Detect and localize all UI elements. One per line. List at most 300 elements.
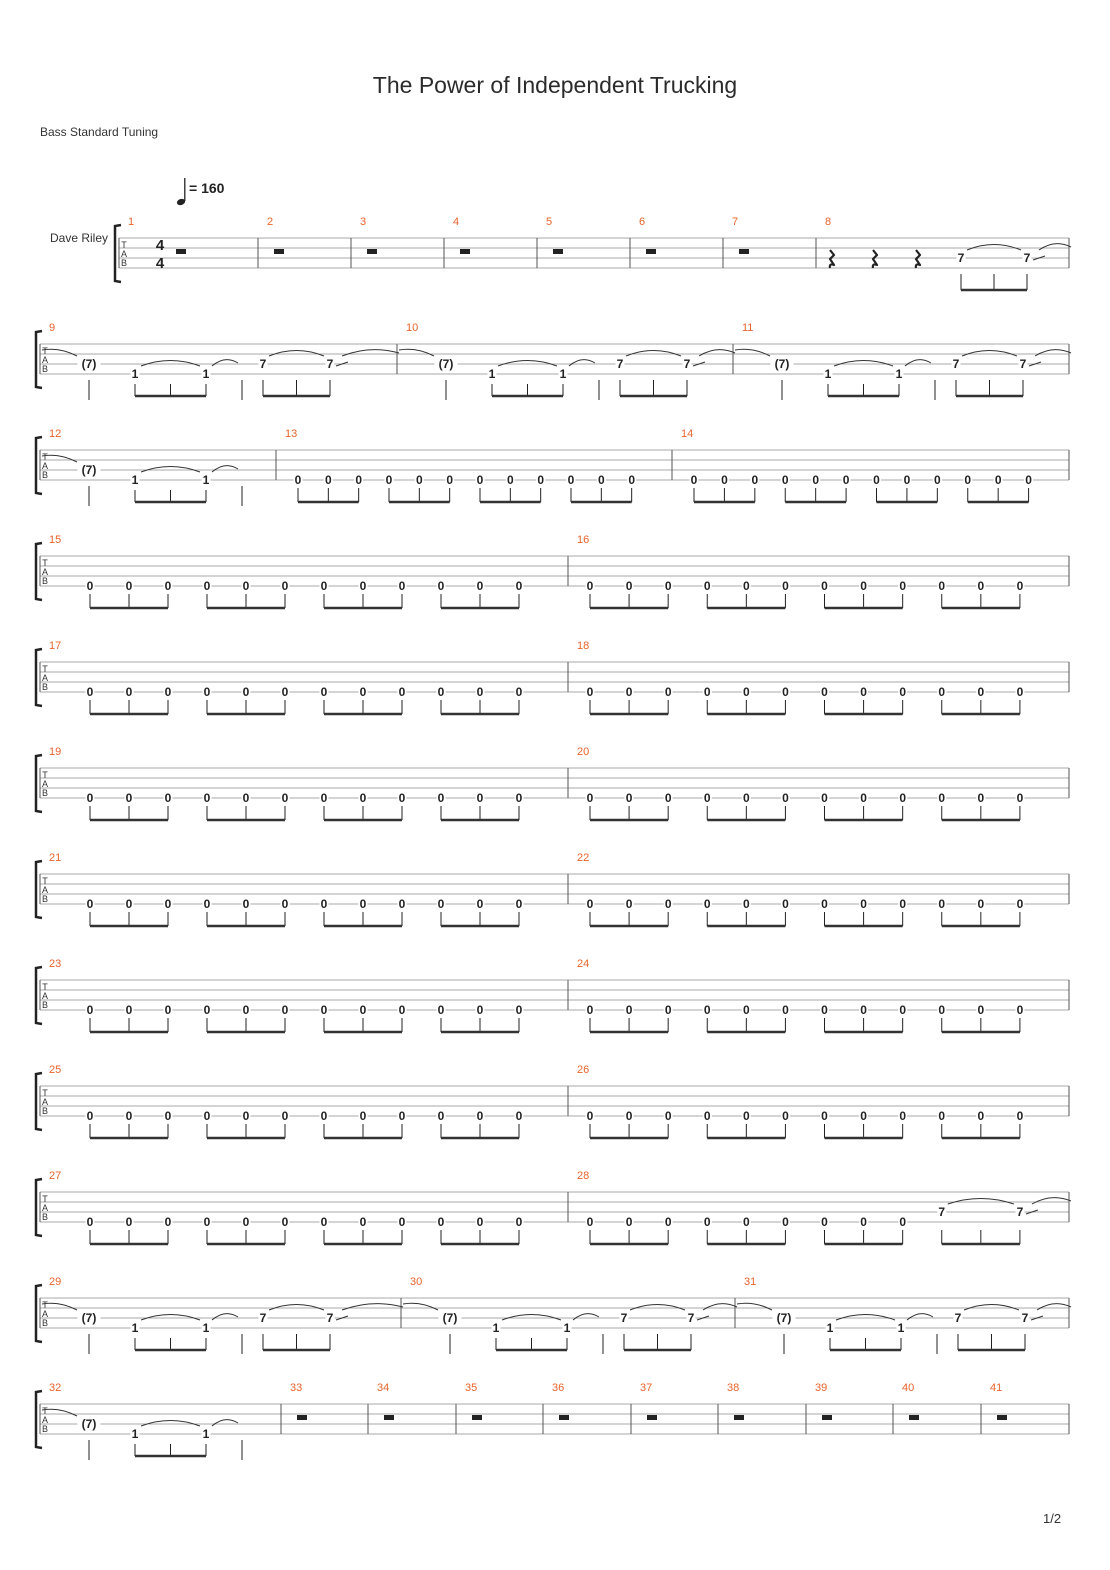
fret-number: 1 <box>897 1321 905 1335</box>
tie-arc <box>836 1315 895 1321</box>
fret-number: 0 <box>359 791 367 805</box>
fret-number: 0 <box>586 1109 594 1123</box>
fret-number: 0 <box>320 1003 328 1017</box>
fret-number: 0 <box>281 1003 289 1017</box>
fret-number: 0 <box>821 579 828 593</box>
tempo-value: = 160 <box>189 180 225 196</box>
fret-number: 0 <box>1016 579 1024 593</box>
fret-number: 0 <box>625 1109 633 1123</box>
tab-clef-letter: A <box>41 1097 49 1107</box>
fret-number: 0 <box>703 1003 711 1017</box>
measure-number: 26 <box>577 1064 590 1076</box>
tie-arc-in <box>399 349 434 356</box>
fret-number: 0 <box>398 897 406 911</box>
tie-arc-out <box>1032 1198 1071 1204</box>
fret-number: 0 <box>242 791 250 805</box>
fret-number: 0 <box>664 1215 672 1229</box>
fret-number: 0 <box>164 1003 172 1017</box>
tie-arc <box>502 1315 561 1321</box>
fret-number: 0 <box>567 473 575 487</box>
fret-number: (7) <box>442 1311 458 1325</box>
whole-rest <box>734 1415 744 1420</box>
tie-arc-out <box>342 1304 403 1310</box>
tab-clef-letter: T <box>42 452 48 462</box>
fret-number: 0 <box>1016 791 1024 805</box>
fret-number: 0 <box>977 579 985 593</box>
fret-number: 0 <box>625 1003 633 1017</box>
tab-clef-letter: B <box>41 1212 49 1222</box>
fret-number: 0 <box>359 897 367 911</box>
tie-arc-out <box>342 350 399 356</box>
measure-number: 37 <box>640 1382 653 1394</box>
tab-clef-letter: T <box>42 1406 48 1416</box>
measure-number: 30 <box>410 1276 423 1288</box>
measure-number: 7 <box>732 216 739 228</box>
fret-number: 0 <box>476 473 484 487</box>
whole-rest <box>274 249 284 254</box>
whole-rest <box>909 1415 919 1420</box>
fret-number: 0 <box>242 897 250 911</box>
fret-number: 1 <box>563 1321 571 1335</box>
tie-arc <box>269 1305 324 1311</box>
fret-number: 7 <box>957 251 965 265</box>
tab-clef-letter: B <box>41 1000 49 1010</box>
fret-number: 0 <box>125 1215 133 1229</box>
fret-number: 0 <box>899 1215 907 1229</box>
fret-number: 0 <box>977 685 985 699</box>
measure-number: 20 <box>577 746 590 758</box>
fret-number: 0 <box>476 1003 484 1017</box>
measure-number: 25 <box>49 1064 62 1076</box>
fret-number: 0 <box>203 1109 211 1123</box>
fret-number: 0 <box>625 791 633 805</box>
tab-clef-letter: T <box>42 876 48 886</box>
tab-clef-letter: A <box>41 1309 49 1319</box>
fret-number: 0 <box>446 473 454 487</box>
whole-rest <box>472 1415 482 1420</box>
fret-number: 0 <box>86 1215 94 1229</box>
tie-arc-out <box>1037 1304 1071 1310</box>
fret-number: 0 <box>320 897 328 911</box>
fret-number: 0 <box>125 897 133 911</box>
fret-number: 0 <box>437 1003 445 1017</box>
tie-arc-out <box>212 466 238 472</box>
fret-number: 0 <box>515 1003 523 1017</box>
fret-number: 0 <box>812 473 820 487</box>
measure-number: 31 <box>744 1276 757 1288</box>
fret-number: 1 <box>202 1427 210 1441</box>
tie-arc-out <box>699 350 735 356</box>
tab-clef-letter: T <box>42 558 48 568</box>
fret-number: 0 <box>625 685 633 699</box>
fret-number: 0 <box>398 1003 406 1017</box>
fret-number: 1 <box>202 367 210 381</box>
fret-number: 0 <box>977 1003 985 1017</box>
fret-number: (7) <box>774 357 790 371</box>
fret-number: 0 <box>742 897 750 911</box>
tab-clef-letter: B <box>120 258 128 268</box>
fret-number: 0 <box>821 1003 828 1017</box>
whole-rest <box>646 249 656 254</box>
measure-number: 13 <box>285 428 298 440</box>
fret-number: 0 <box>125 791 133 805</box>
fret-number: 0 <box>821 685 828 699</box>
tie-arc <box>967 245 1021 251</box>
fret-number: 7 <box>952 357 960 371</box>
fret-number: 0 <box>742 579 750 593</box>
fret-number: 0 <box>1016 897 1024 911</box>
tab-clef-letter: T <box>42 1300 48 1310</box>
fret-number: 1 <box>492 1321 500 1335</box>
measure-number: 27 <box>49 1170 62 1182</box>
fret-number: 0 <box>281 1109 289 1123</box>
fret-number: 0 <box>437 897 445 911</box>
fret-number: 0 <box>751 473 759 487</box>
fret-number: 0 <box>164 1215 172 1229</box>
tie-arc-in <box>403 1303 438 1310</box>
tab-clef-letter: A <box>41 1203 49 1213</box>
fret-number: 0 <box>782 897 789 911</box>
fret-number: 0 <box>938 685 946 699</box>
measure-number: 40 <box>902 1382 915 1394</box>
fret-number: 0 <box>515 1109 523 1123</box>
measure-number: 41 <box>990 1382 1003 1394</box>
fret-number: 0 <box>281 1215 289 1229</box>
tab-clef-letter: A <box>120 249 128 259</box>
fret-number: 7 <box>326 1311 334 1325</box>
fret-number: 7 <box>1019 357 1027 371</box>
fret-number: 0 <box>164 579 172 593</box>
whole-rest <box>384 1415 394 1420</box>
fret-number: 0 <box>842 473 850 487</box>
tie-arc <box>834 361 893 367</box>
measure-number: 22 <box>577 852 590 864</box>
whole-rest <box>822 1415 832 1420</box>
fret-number: 0 <box>781 473 789 487</box>
fret-number: 0 <box>164 897 172 911</box>
fret-number: 0 <box>125 1109 133 1123</box>
fret-number: 0 <box>1016 1109 1024 1123</box>
fret-number: 1 <box>202 473 210 487</box>
whole-rest <box>553 249 563 254</box>
fret-number: (7) <box>438 357 454 371</box>
fret-number: 0 <box>703 685 711 699</box>
fret-number: 0 <box>515 1215 523 1229</box>
fret-number: 0 <box>977 1109 985 1123</box>
fret-number: 1 <box>824 367 832 381</box>
fret-number: 0 <box>742 1109 750 1123</box>
fret-number: 0 <box>437 791 445 805</box>
tie-arc-out <box>907 1314 933 1320</box>
measure-number: 6 <box>639 216 646 228</box>
fret-number: 0 <box>821 1109 828 1123</box>
measure-number: 2 <box>267 216 274 228</box>
tab-clef-letter: B <box>41 894 49 904</box>
tab-clef-letter: T <box>121 240 127 250</box>
fret-number: 0 <box>359 1215 367 1229</box>
fret-number: 0 <box>86 579 94 593</box>
measure-number: 29 <box>49 1276 62 1288</box>
measure-number: 18 <box>577 640 590 652</box>
time-signature-bottom: 4 <box>155 255 165 272</box>
fret-number: 7 <box>1016 1205 1024 1219</box>
fret-number: 0 <box>203 685 211 699</box>
fret-number: 0 <box>977 897 985 911</box>
fret-number: 0 <box>281 791 289 805</box>
tie-arc <box>498 361 557 367</box>
fret-number: 0 <box>398 685 406 699</box>
fret-number: 0 <box>782 791 789 805</box>
tie-arc-out <box>905 360 931 366</box>
fret-number: 1 <box>202 1321 210 1335</box>
fret-number: 0 <box>703 1109 711 1123</box>
player-name: Dave Riley <box>50 231 109 245</box>
fret-number: 1 <box>488 367 496 381</box>
fret-number: 0 <box>597 473 605 487</box>
tie-arc-out <box>212 1420 238 1426</box>
fret-number: 0 <box>125 685 133 699</box>
fret-number: 0 <box>164 685 172 699</box>
fret-number: 0 <box>359 685 367 699</box>
fret-number: 0 <box>203 791 211 805</box>
fret-number: 0 <box>476 685 484 699</box>
fret-number: 0 <box>782 579 789 593</box>
measure-number: 21 <box>49 852 62 864</box>
fret-number: 0 <box>324 473 332 487</box>
whole-rest <box>367 249 377 254</box>
measure-number: 17 <box>49 640 62 652</box>
fret-number: 0 <box>977 791 985 805</box>
fret-number: 0 <box>703 791 711 805</box>
tab-clef-letter: A <box>41 1415 49 1425</box>
tie-arc-out <box>569 360 595 366</box>
fret-number: 0 <box>664 791 672 805</box>
fret-number: 0 <box>899 685 907 699</box>
fret-number: 0 <box>703 1215 711 1229</box>
tab-clef-letter: B <box>41 470 49 480</box>
fret-number: 0 <box>938 1109 946 1123</box>
measure-number: 24 <box>577 958 590 970</box>
fret-number: 0 <box>664 897 672 911</box>
fret-number: 0 <box>281 897 289 911</box>
measure-number: 16 <box>577 534 590 546</box>
fret-number: 0 <box>515 791 523 805</box>
song-title: The Power of Independent Trucking <box>372 72 738 98</box>
fret-number: 0 <box>281 579 289 593</box>
tab-clef-letter: B <box>41 1106 49 1116</box>
tie-arc-out <box>212 360 238 366</box>
measure-number: 9 <box>49 322 56 334</box>
fret-number: 0 <box>515 685 523 699</box>
fret-number: 7 <box>620 1311 628 1325</box>
fret-number: 0 <box>398 1109 406 1123</box>
measure-number: 33 <box>290 1382 303 1394</box>
measure-number: 15 <box>49 534 62 546</box>
fret-number: 0 <box>203 1215 211 1229</box>
fret-number: 7 <box>1021 1311 1029 1325</box>
fret-number: 0 <box>625 897 633 911</box>
tie-arc-in <box>737 1303 772 1310</box>
fret-number: 0 <box>860 791 867 805</box>
fret-number: 0 <box>586 1215 594 1229</box>
fret-number: 0 <box>664 579 672 593</box>
tab-clef-letter: A <box>41 461 49 471</box>
fret-number: 0 <box>860 685 867 699</box>
fret-number: 0 <box>742 791 750 805</box>
fret-number: 0 <box>933 473 941 487</box>
fret-number: 1 <box>131 1321 139 1335</box>
tie-arc-in <box>735 349 770 356</box>
tab-clef-letter: B <box>41 1424 49 1434</box>
tab-clef-letter: A <box>41 991 49 1001</box>
fret-number: 0 <box>664 1109 672 1123</box>
tie-arc <box>141 361 200 367</box>
fret-number: 0 <box>437 1109 445 1123</box>
fret-number: 0 <box>664 685 672 699</box>
measure-number: 10 <box>406 322 419 334</box>
fret-number: 0 <box>515 579 523 593</box>
fret-number: 0 <box>899 791 907 805</box>
tie-arc <box>269 351 324 357</box>
fret-number: 0 <box>860 1215 867 1229</box>
measure-number: 19 <box>49 746 62 758</box>
fret-number: 0 <box>355 473 363 487</box>
fret-number: 0 <box>860 897 867 911</box>
fret-number: 0 <box>742 1003 750 1017</box>
fret-number: 0 <box>782 1215 789 1229</box>
measure-number: 38 <box>727 1382 740 1394</box>
fret-number: 0 <box>242 685 250 699</box>
measure-number: 8 <box>825 216 832 228</box>
fret-number: 0 <box>476 1215 484 1229</box>
fret-number: 0 <box>242 1215 250 1229</box>
fret-number: 7 <box>326 357 334 371</box>
fret-number: 0 <box>1016 1003 1024 1017</box>
fret-number: (7) <box>81 1417 97 1431</box>
fret-number: 7 <box>616 357 624 371</box>
measure-number: 39 <box>815 1382 828 1394</box>
tab-clef-letter: T <box>42 346 48 356</box>
fret-number: 1 <box>131 367 139 381</box>
fret-number: 0 <box>320 1109 328 1123</box>
tab-clef-letter: A <box>41 355 49 365</box>
fret-number: 0 <box>703 579 711 593</box>
tie-arc <box>964 1305 1019 1311</box>
whole-rest <box>176 249 186 254</box>
fret-number: 7 <box>1023 251 1031 265</box>
measure-number: 3 <box>360 216 367 228</box>
measure-number: 11 <box>742 322 754 334</box>
tie-arc <box>630 1305 685 1311</box>
tab-clef-letter: B <box>41 576 49 586</box>
fret-number: 0 <box>586 791 594 805</box>
fret-number: 0 <box>1025 473 1032 487</box>
fret-number: 0 <box>86 897 94 911</box>
measure-number: 23 <box>49 958 62 970</box>
fret-number: 0 <box>860 1003 867 1017</box>
fret-number: 0 <box>860 1109 867 1123</box>
fret-number: 0 <box>86 1003 94 1017</box>
whole-rest <box>559 1415 569 1420</box>
tab-clef-letter: A <box>41 567 49 577</box>
tab-clef-letter: A <box>41 885 49 895</box>
tie-arc <box>141 467 200 473</box>
tie-arc <box>141 1421 200 1427</box>
fret-number: 0 <box>476 791 484 805</box>
fret-number: 7 <box>954 1311 962 1325</box>
fret-number: 0 <box>1016 685 1024 699</box>
fret-number: 0 <box>873 473 880 487</box>
fret-number: (7) <box>776 1311 792 1325</box>
tab-clef-letter: A <box>41 673 49 683</box>
fret-number: 1 <box>559 367 567 381</box>
fret-number: 0 <box>964 473 972 487</box>
fret-number: 0 <box>782 1003 789 1017</box>
fret-number: 0 <box>294 473 302 487</box>
fret-number: 7 <box>687 1311 695 1325</box>
tab-clef-letter: T <box>42 1194 48 1204</box>
fret-number: 7 <box>259 357 267 371</box>
fret-number: 0 <box>742 685 750 699</box>
fret-number: 0 <box>242 579 250 593</box>
fret-number: 1 <box>131 1427 139 1441</box>
fret-number: 0 <box>664 1003 672 1017</box>
fret-number: 0 <box>164 791 172 805</box>
tie-arc <box>948 1199 1014 1205</box>
fret-number: 0 <box>586 1003 594 1017</box>
fret-number: 0 <box>938 1003 946 1017</box>
tie-arc-out <box>703 1304 737 1310</box>
whole-rest <box>460 249 470 254</box>
tab-clef-letter: T <box>42 770 48 780</box>
fret-number: 0 <box>506 473 514 487</box>
fret-number: 7 <box>259 1311 267 1325</box>
fret-number: 0 <box>903 473 911 487</box>
fret-number: 0 <box>821 1215 828 1229</box>
fret-number: 0 <box>320 685 328 699</box>
fret-number: 0 <box>721 473 728 487</box>
whole-rest <box>297 1415 307 1420</box>
tie-arc <box>141 1315 200 1321</box>
fret-number: 0 <box>86 1109 94 1123</box>
fret-number: 1 <box>895 367 903 381</box>
fret-number: 0 <box>586 685 594 699</box>
fret-number: 0 <box>398 791 406 805</box>
fret-number: 0 <box>628 473 636 487</box>
measure-number: 32 <box>49 1382 62 1394</box>
fret-number: 0 <box>586 897 594 911</box>
whole-rest <box>997 1415 1007 1420</box>
fret-number: 1 <box>131 473 139 487</box>
fret-number: 0 <box>203 579 211 593</box>
fret-number: 0 <box>782 685 789 699</box>
fret-number: 0 <box>164 1109 172 1123</box>
tie-arc <box>962 351 1017 357</box>
fret-number: 7 <box>938 1205 946 1219</box>
whole-rest <box>739 249 749 254</box>
fret-number: 0 <box>281 685 289 699</box>
fret-number: 0 <box>437 685 445 699</box>
fret-number: 0 <box>899 579 907 593</box>
fret-number: 0 <box>938 897 946 911</box>
tab-clef-letter: B <box>41 1318 49 1328</box>
fret-number: 0 <box>821 897 828 911</box>
tie-arc-out <box>573 1314 599 1320</box>
fret-number: (7) <box>81 463 97 477</box>
measure-number: 36 <box>552 1382 565 1394</box>
tie-arc <box>626 351 681 357</box>
fret-number: 0 <box>320 579 328 593</box>
